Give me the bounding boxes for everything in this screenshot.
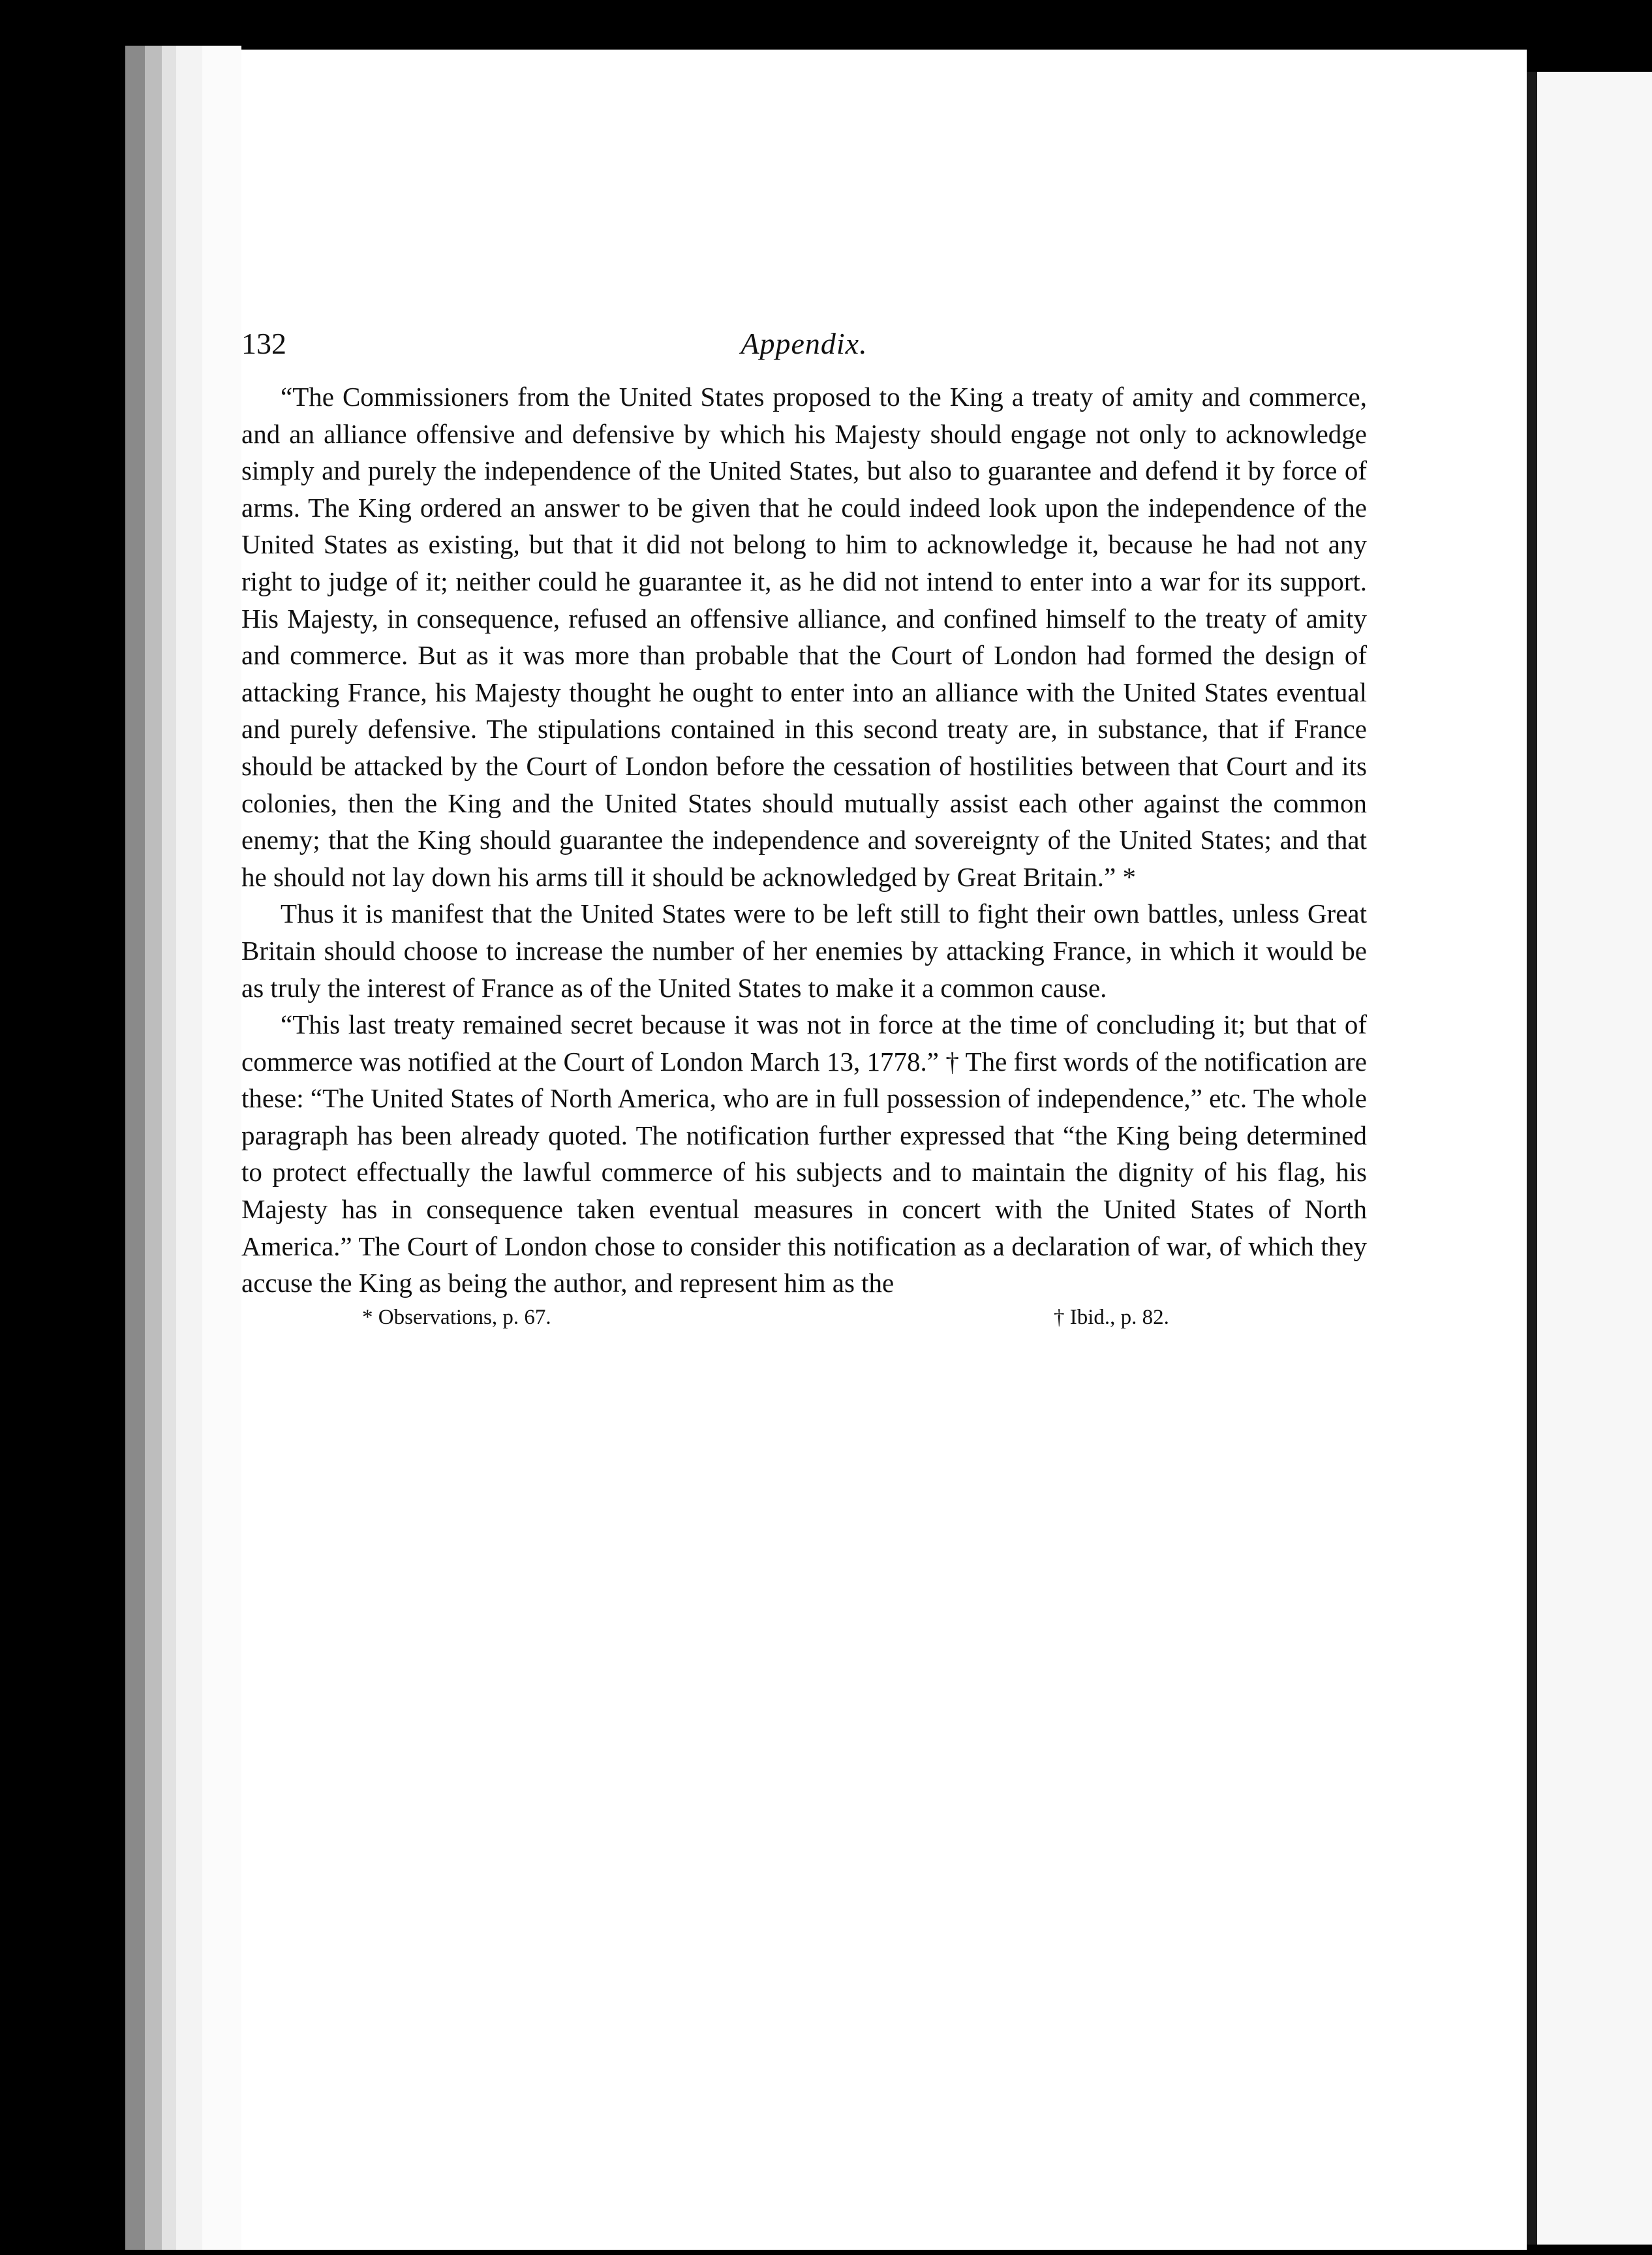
- book-gutter: [1527, 72, 1537, 2245]
- page-number: 132: [241, 327, 286, 360]
- page-stack-edge: [202, 46, 241, 2250]
- paragraph: “This last treaty remained secret because it was not in force at the time of concluding it; but that of commerce was notified at the Court of London March 13, 1778.” † The first words of the notification are these: “The United States of North America, who are in full possession of independence,” etc. The whole paragraph has been already quoted. The notification further expressed that “the King being determined to protect effectually the lawful commerce of his subjects and to maintain the dignity of his flag, his Majesty has in consequence taken eventual measures in concert with the United States of North America.” The Court of London chose to consider this notification as a declaration of war, of which they accuse the King as being the author, and represent him as the: [241, 1009, 1367, 1298]
- page-stack-edge: [162, 46, 176, 2250]
- footnote-observations: * Observations, p. 67.: [362, 1305, 551, 1329]
- running-head: Appendix.: [741, 327, 868, 360]
- paragraph: Thus it is manifest that the United States were to be left still to fight their own battles, unless Great Britain should choose to increase the number of her enemies by attacking France, in which it would be as truly the interest of France as of the United States to make it a common cause.: [241, 898, 1367, 1003]
- page-header: [241, 326, 1367, 378]
- footnotes: [241, 1306, 1367, 1345]
- page-stack-edge: [176, 46, 202, 2250]
- paragraph: “The Commissioners from the United States proposed to the King a treaty of amity and commerce, and an alliance offensive and defensive by which his Majesty should engage not only to acknowledge simply and purely the independence of the United States, but also to guarantee and defend it by force of arms. The King ordered an answer to be given that he could indeed look upon the independence of the United States as existing, but that it did not belong to him to acknowledge it, because he had not any right to judge of it; neither could he guarantee it, as he did not intend to enter into a war for its support. His Majesty, in consequence, refused an offensive alliance, and confined himself to the treaty of amity and commerce. But as it was more than probable that the Court of London had formed the design of attacking France, his Majesty thought he ought to enter into an alliance with the United States eventual and purely defensive. The stipulations contained in this second treaty are, in substance, that if France should be attacked by the Court of London before the cessation of hostilities between that Court and its colonies, then the King and the United States should mutually assist each other against the common enemy; that the King should guarantee the independence and sovereignty of the United States; and that he should not lay down his arms till it should be acknowledged by Great Britain.” *: [241, 382, 1367, 892]
- page-stack-edge: [145, 46, 162, 2250]
- body-text: [241, 378, 1367, 1302]
- page-stack-edge: [125, 46, 145, 2250]
- facing-page-edge: [1537, 72, 1652, 2245]
- page-content: [241, 326, 1367, 1345]
- footnote-ibid: † Ibid., p. 82.: [1054, 1305, 1169, 1329]
